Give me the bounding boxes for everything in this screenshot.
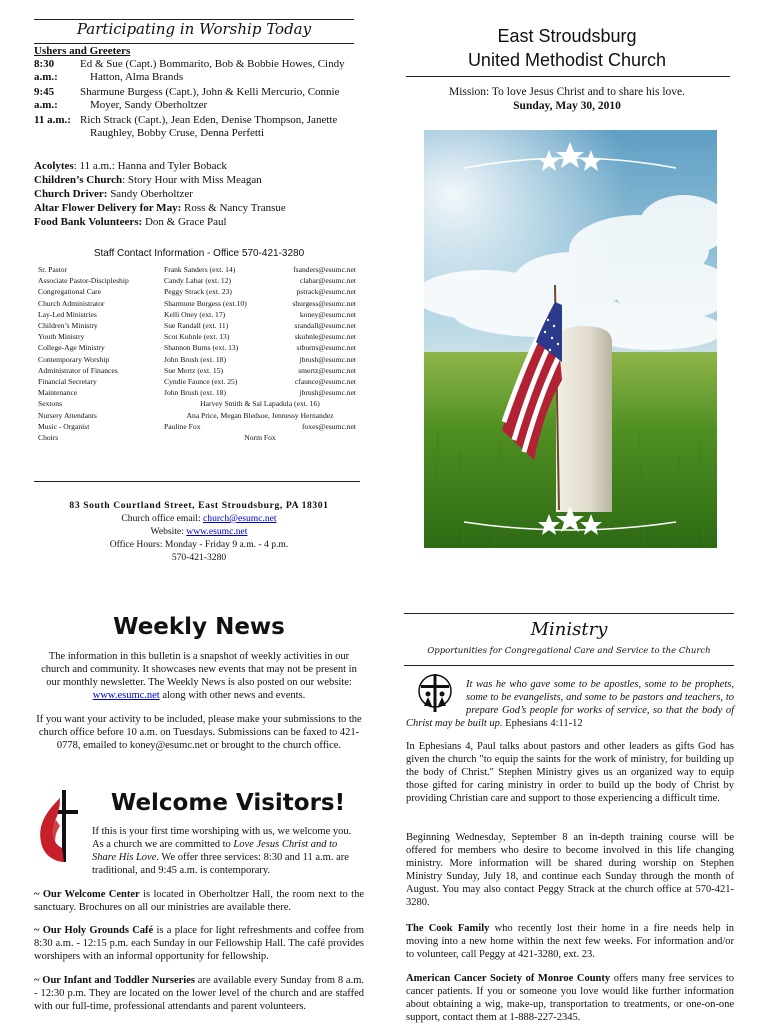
role-line [34,215,364,229]
ushers-time: 9:45 a.m.: [34,86,58,111]
cancer-society-text: offers many free services to cancer patients. If you or someone you love would like further information about obtaining a wig, make-up, transportation to treatments, or one-on-one support, contact them at 1-888-227-2345. [406,973,734,1023]
staff-row [38,320,356,331]
website-link[interactable]: www.esumc.net [186,526,248,537]
staff-row [38,298,356,309]
staff-role: Choirs [38,433,59,443]
staff-role: Music - Organist [38,421,90,431]
staff-name: Sharmune Burgess (ext.10) [164,298,247,308]
staff-role: College-Age Ministry [38,343,105,353]
street-address: 83 South Courtland Street, East Stroudsburg, PA 18301 [69,500,329,511]
address-block [34,499,364,564]
role-label: Acolytes [34,160,74,172]
ministry-top-rule [404,613,734,614]
staff-name: Norm Fox [244,433,276,443]
staff-email: fsanders@esumc.net [293,265,356,274]
mission-text: Mission: To love Jesus Christ and to share his love. [448,86,685,98]
staff-email: jbrush@esumc.net [299,388,356,398]
staff-row [38,309,356,320]
role-line [34,159,364,173]
memorial-day-image [424,130,717,548]
office-hours: Office Hours: Monday - Friday 9 a.m. - 4 p.m. [109,539,289,550]
cafe-text: is a place for light refreshments and coffee from 8:30 a.m. - 12:15 p.m. each Sunday in our Fellowship Hall. The café provides worshipers with an informal opportunity for fellowship. [34,925,365,962]
staff-email: smertz@esumc.net [298,365,356,375]
address-rule [34,481,360,482]
cook-family-text: who recently lost their home in a fire needs help in moving into a new home within the next few weeks. For information and/or to volunteer, call Peggy at 421-3280, ext. 23. [406,923,735,960]
weekly-news-heading: Weekly News [113,614,285,640]
staff-name: Scot Kuhnle (ext. 13) [164,332,230,342]
welcome-intro [92,825,362,877]
staff-row [38,410,356,421]
ushers-row [34,58,364,84]
ushers-row [34,114,364,140]
staff-row [38,432,356,443]
nursery-info [34,974,364,1013]
cook-family [406,922,734,961]
staff-email: koney@esumc.net [299,309,356,319]
staff-email: jbrush@esumc.net [299,354,356,364]
staff-name: Cyndie Faunce (ext. 25) [164,377,238,387]
weekly-news-p1-text-end: along with other news and events. [159,690,306,701]
church-name-line2: United Methodist Church [467,50,667,70]
cafe-label: ~ Our Holy Grounds Café [34,925,154,936]
cancer-society-label: American Cancer Society of Monroe County [406,973,611,984]
cafe-info [34,924,364,963]
staff-row [38,342,356,353]
staff-name: Pauline Fox [164,421,201,431]
welcome-heading: Welcome Visitors! [110,790,346,816]
cross-flame-icon [32,788,88,864]
welcome-center-label: ~ Our Welcome Center [34,889,140,900]
role-label: Church Driver: [34,188,108,200]
staff-name: John Brush (ext. 18) [164,388,227,398]
ushers-section [34,45,364,140]
headstone [556,326,612,512]
website-label: Website: [150,526,187,537]
ministry-sub-rule [404,665,734,666]
staff-role: Church Administrator [38,298,105,308]
quote-float-spacer [406,678,466,716]
staff-role: Children’s Ministry [38,321,98,331]
staff-role: Lay-Led Ministries [38,309,97,319]
ministry-p2: Beginning Wednesday, September 8 an in-depth training course will be offered for members who desire to become involved in this life changing ministry. More information will be shared during worship on Stephen Ministry Sunday, July 18, and continue each Sunday through the month of August. You may also contact Peggy Strack at the church office at 570-421-3280. [406,832,734,908]
welcome-intro-text: If this is your first time worshiping with us, we welcome you. As a church we are committed to [92,826,352,850]
staff-row [38,264,356,275]
staff-table-wrap [38,264,358,443]
staff-name: Peggy Strack (ext. 23) [164,287,232,297]
email-link[interactable]: church@esumc.net [203,513,277,524]
cancer-society [406,972,734,1024]
staff-row [38,421,356,432]
staff-name: Kelli Oney (ext. 17) [164,309,226,319]
staff-row [38,365,356,376]
staff-row [38,398,356,409]
weekly-news-link[interactable]: www.esumc.net [92,690,160,701]
staff-name: Frank Sanders (ext. 14) [164,265,236,274]
staff-name: Candy Labar (ext. 12) [164,276,232,286]
church-name-line1: East Stroudsburg [497,26,637,46]
staff-role: Youth Ministry [38,332,85,342]
ushers-names-cont: Moyer, Sandy Oberholtzer [90,99,208,111]
staff-email: srandall@esumc.net [294,321,356,331]
ushers-time: 11 a.m.: [34,114,71,126]
staff-table [38,264,356,443]
ushers-row [34,86,364,112]
staff-email: sburgess@esumc.net [292,298,356,308]
staff-row [38,354,356,365]
ushers-names: Rich Strack (Capt.), Jean Eden, Denise Thompson, Janette [80,114,338,126]
worship-heading: Participating in Worship Today [76,20,312,38]
ministry-quote [406,678,734,730]
staff-role: Associate Pastor-Discipleship [38,276,129,286]
ushers-names: Sharmune Burgess (Capt.), John & Kelli Mercurio, Connie [80,86,340,98]
weekly-news-p1-text: The information in this bulletin is a snapshot of weekly activities in our church and community. It showcases new events that may not be present in our monthly newsletter. The Weekly News is also posted on our website: [41,651,357,688]
role-line [34,201,364,215]
office-phone: 570-421-3280 [171,552,227,563]
staff-name: Sue Randall (ext. 11) [164,321,229,331]
nursery-text: are available every Sunday from 8 a.m. - 12:30 p.m. They are located on the lower level of the church and are staffed with our full-time, professional attendants and parent volunteers. [34,975,364,1012]
weekly-news-p1 [36,650,362,702]
welcome-intro-text-end: . We offer three services: 8:30 and 11 a.m. are traditional, and 9:45 a.m. is contemporary. [92,852,349,876]
church-name [404,24,730,72]
welcome-center-text: is located in Oberholtzer Hall, the room next to the sanctuary. Brochures on all our ministries are available there. [34,889,364,913]
staff-email: cfaunce@esumc.net [294,377,356,387]
staff-row [38,387,356,398]
flag-headstone-illustration [424,130,717,548]
ministry-p1: In Ephesians 4, Paul talks about pastors and other leaders as gifts God has given the church "to equip the saints for the work of ministry, for building up the body of Christ." Stephen Ministry gives us an organized way to equip those gifted for caring ministry in order to build up the body of Christ by providing Christian care and support to those experiencing a difficult time. [406,741,734,804]
roles-section [34,159,364,229]
staff-role: Nursery Attendants [38,410,97,420]
email-line [34,512,364,525]
staff-email: stburns@esumc.net [296,343,356,353]
staff-role: Sr. Pastor [38,265,68,274]
staff-name: Harvey Smith & Sal Lapadula (ext. 16) [200,399,320,409]
role-text: Sandy Oberholtzer [107,188,193,200]
ushers-names-cont: Raughley, Bobby Cruse, Denna Perfetti [90,127,265,139]
cook-family-label: The Cook Family [406,923,490,934]
staff-name: Shannon Burns (ext. 13) [164,343,239,353]
staff-email: pstrack@esumc.net [296,287,356,297]
staff-role: Financial Secretary [38,377,97,387]
mission-block [404,85,730,113]
ushers-names: Ed & Sue (Capt.) Bommarito, Bob & Bobbie Howes, Cindy [80,58,345,70]
role-text: Ross & Nancy Transue [181,202,286,214]
weekly-news-p2: If you want your activity to be included, please make your submissions to the church office before 10 a.m. on Tuesdays. Submissions can be faxed to 421-0778, emailed to koney@esumc.net or brought to the church office. [36,714,362,751]
role-label: Children’s Church [34,174,123,186]
staff-role: Sextons [38,399,63,409]
welcome-center [34,888,364,914]
role-line [34,187,364,201]
staff-name: Ana Price, Megan Bledsoe, Jennessy Hernandez [186,410,334,420]
staff-row [38,331,356,342]
role-label: Altar Flower Delivery for May: [34,202,182,214]
nursery-label: ~ Our Infant and Toddler Nurseries [34,975,195,986]
service-date: Sunday, May 30, 2010 [513,100,621,112]
role-label: Food Bank Volunteers: [34,216,143,228]
ministry-heading: Ministry [530,619,608,640]
welcome-intro-motto: Love Jesus Christ and to Share His Love [92,839,338,863]
staff-row [38,275,356,286]
role-text: : Story Hour with Miss Meagan [122,174,262,186]
ushers-names-cont: Hatton, Alma Brands [90,71,184,83]
staff-email: clabar@esumc.net [299,276,356,286]
role-line [34,173,364,187]
staff-heading: Staff Contact Information - Office 570-421-3280 [93,248,305,259]
ministry-subheading: Opportunities for Congregational Care and Service to the Church [427,646,711,656]
website-line [34,525,364,538]
staff-role: Congregational Care [38,287,102,297]
staff-name: John Brush (ext. 18) [164,354,227,364]
quote-text: It was he who gave some to be apostles, some to be prophets, some to be evangelists, and some to be pastors and teachers, to prepare God’s people for works of service, so that the body of Christ may be built up. [406,679,734,729]
ushers-time: 8:30 a.m.: [34,58,58,83]
staff-role: Contemporary Worship [38,354,110,364]
quote-reference: Ephesians 4:11-12 [505,718,583,729]
staff-role: Administrator of Finances [38,365,118,375]
ushers-heading: Ushers and Greeters [34,45,131,57]
staff-email: skuhnle@esumc.net [294,332,356,342]
staff-row [38,376,356,387]
role-text: Don & Grace Paul [142,216,227,228]
staff-email: foxes@esumc.net [301,421,356,431]
worship-heading-rule [34,43,354,44]
staff-name: Sue Mertz (ext. 15) [164,365,224,375]
methodist-cross-flame-logo [32,788,88,864]
staff-row [38,286,356,297]
staff-role: Maintenance [38,388,78,398]
church-rule [406,76,730,77]
role-text: : 11 a.m.: Hanna and Tyler Boback [73,160,227,172]
email-label: Church office email: [121,513,204,524]
